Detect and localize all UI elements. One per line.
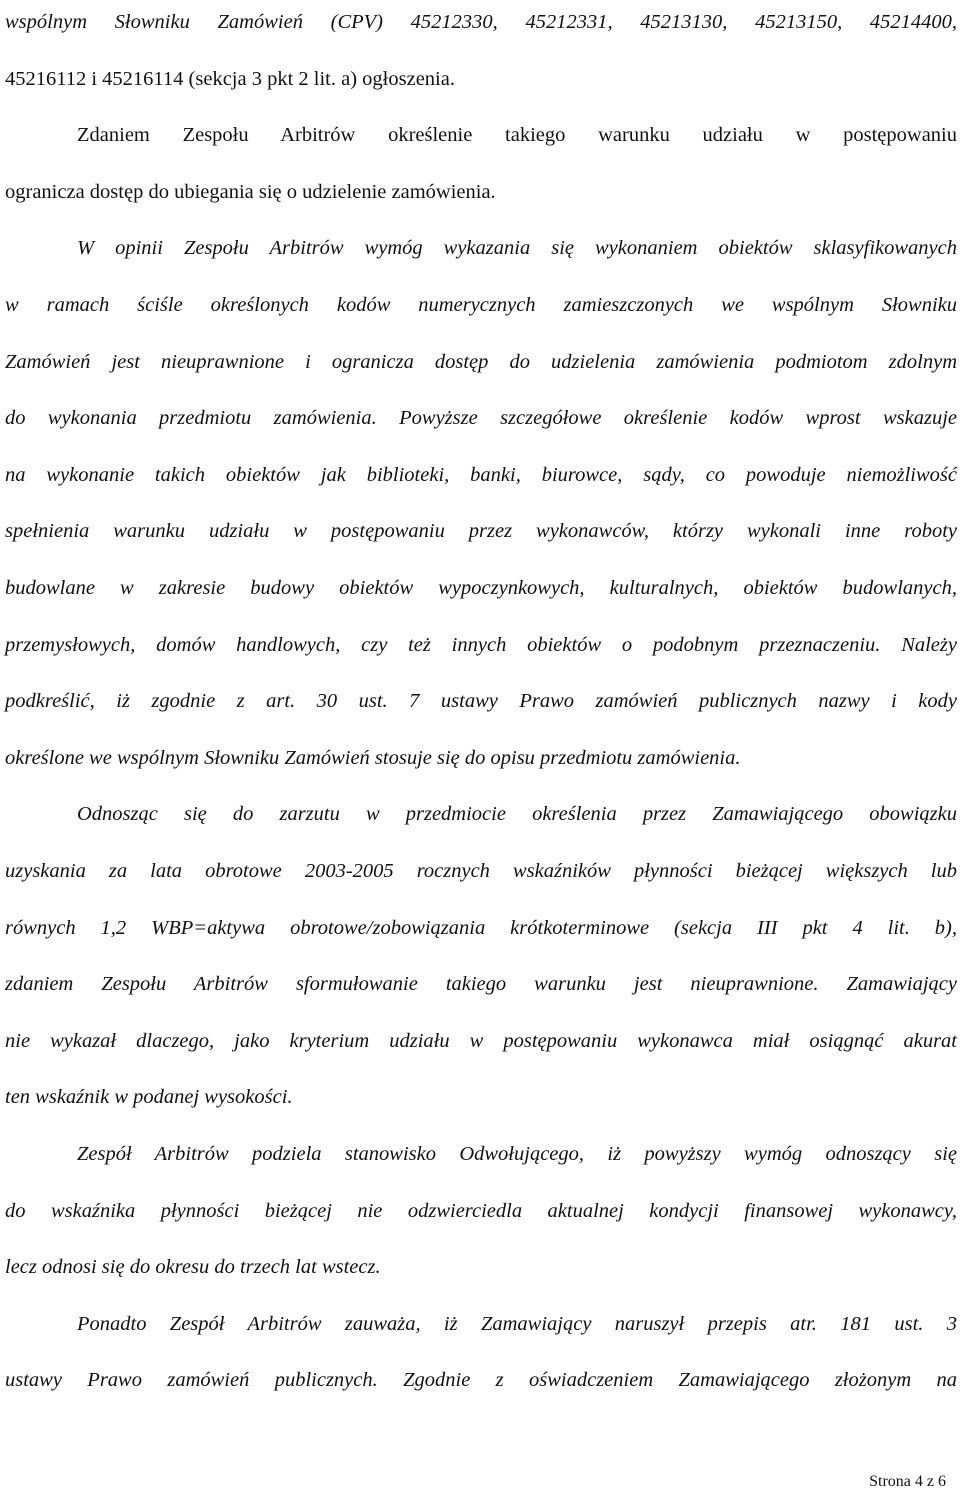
text-line: wspólnym Słowniku Zamówień (CPV) 45212330, 45212331, 45213130, 45213150, 45214400, bbox=[5, 11, 957, 33]
text-line: na wykonanie takich obiektów jak biblioteki, banki, biurowce, sądy, co powoduje niemożliwość bbox=[5, 463, 957, 486]
text-line: Zdaniem Zespołu Arbitrów określenie takiego warunku udziału w postępowaniu bbox=[77, 124, 957, 147]
text-line: spełnienia warunku udziału w postępowaniu przez wykonawców, którzy wykonali inne roboty bbox=[5, 520, 957, 543]
text-line: przemysłowych, domów handlowych, czy też innych obiektów o podobnym przeznaczeniu. Należy bbox=[5, 633, 957, 656]
text-line: 45216112 i 45216114 (sekcja 3 pkt 2 lit. a) ogłoszenia. bbox=[5, 67, 455, 90]
page-number: Strona 4 z 6 bbox=[869, 1473, 946, 1490]
text-line: Ponadto Zespół Arbitrów zauważa, iż Zamawiający naruszył przepis atr. 181 ust. 3 bbox=[77, 1312, 957, 1335]
text-line: W opinii Zespołu Arbitrów wymóg wykazania się wykonaniem obiektów sklasyfikowanych bbox=[77, 237, 957, 260]
text-line: nie wykazał dlaczego, jako kryterium udziału w postępowaniu wykonawca miał osiągnąć akurat bbox=[5, 1029, 957, 1052]
text-line: Zamówień jest nieuprawnione i ogranicza dostęp do udzielenia zamówienia podmiotom zdolnym bbox=[5, 350, 957, 373]
text-line: do wskaźnika płynności bieżącej nie odzwierciedla aktualnej kondycji finansowej wykonawcy, bbox=[5, 1199, 957, 1222]
text-line: uzyskania za lata obrotowe 2003-2005 rocznych wskaźników płynności bieżącej większych lub bbox=[5, 860, 957, 882]
text-line: Zespół Arbitrów podziela stanowisko Odwołującego, iż powyższy wymóg odnoszący się bbox=[77, 1143, 957, 1165]
text-line: podkreślić, iż zgodnie z art. 30 ust. 7 ustawy Prawo zamówień publicznych nazwy i kody bbox=[5, 690, 957, 713]
text-line: Odnosząc się do zarzutu w przedmiocie określenia przez Zamawiającego obowiązku bbox=[77, 803, 957, 826]
text-line: lecz odnosi się do okresu do trzech lat wstecz. bbox=[5, 1256, 381, 1279]
text-line: określone we wspólnym Słowniku Zamówień stosuje się do opisu przedmiotu zamówienia. bbox=[5, 746, 741, 769]
text-line: budowlane w zakresie budowy obiektów wypoczynkowych, kulturalnych, obiektów budowlanych, bbox=[5, 577, 957, 599]
text-line: w ramach ściśle określonych kodów numerycznych zamieszczonych we wspólnym Słowniku bbox=[5, 294, 957, 316]
text-line: równych 1,2 WBP=aktywa obrotowe/zobowiązania krótkoterminowe (sekcja III pkt 4 lit. b), bbox=[5, 916, 957, 939]
text-line: zdaniem Zespołu Arbitrów sformułowanie takiego warunku jest nieuprawnione. Zamawiający bbox=[5, 973, 957, 996]
text-line: ten wskaźnik w podanej wysokości. bbox=[5, 1086, 293, 1109]
text-line: ogranicza dostęp do ubiegania się o udzielenie zamówienia. bbox=[5, 180, 496, 203]
text-line: ustawy Prawo zamówień publicznych. Zgodnie z oświadczeniem Zamawiającego złożonym na bbox=[5, 1369, 957, 1392]
text-line: do wykonania przedmiotu zamówienia. Powyższe szczegółowe określenie kodów wprost wskazuje bbox=[5, 407, 957, 430]
